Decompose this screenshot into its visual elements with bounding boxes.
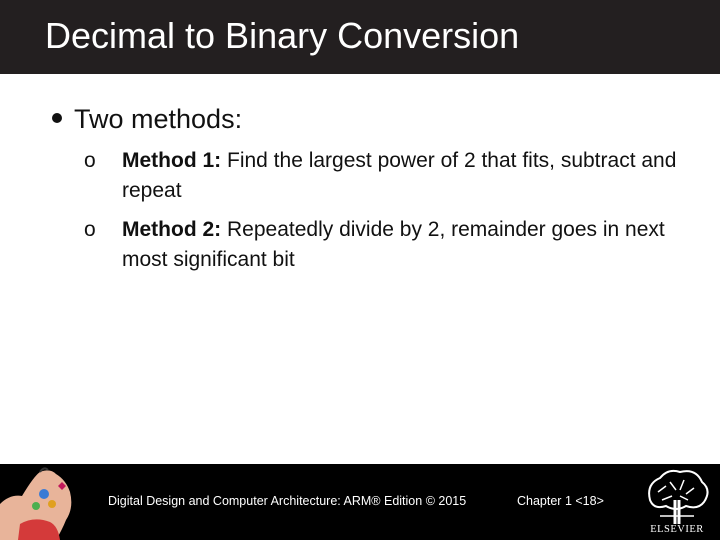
- sub-bullet-text: [122, 146, 682, 206]
- method-label: Method 1:: [122, 149, 222, 172]
- sub-bullet-marker: o: [84, 218, 96, 241]
- bullet-dot-icon: [52, 113, 62, 123]
- elsevier-wordmark: ELSEVIER: [650, 524, 704, 535]
- method-description: Repeatedly divide by 2, remainder goes in next most significant bit: [122, 218, 665, 271]
- method-description: Find the largest power of 2 that fits, subtract and repeat: [122, 149, 677, 202]
- flexed-arm-tattoo-icon: [0, 464, 90, 540]
- slide-title: Decimal to Binary Conversion: [45, 15, 520, 56]
- footer-bar: [0, 464, 720, 540]
- bullet-text: Two methods:: [74, 104, 243, 134]
- sub-bullet-text: [122, 215, 682, 275]
- sub-bullet-marker: o: [84, 149, 96, 172]
- bullet-main: [52, 104, 242, 135]
- method-label: Method 2:: [122, 218, 222, 241]
- footer-book-credit: Digital Design and Computer Architecture: ARM® Edition © 2015: [108, 494, 467, 508]
- footer-chapter-page: Chapter 1 <18>: [517, 494, 604, 508]
